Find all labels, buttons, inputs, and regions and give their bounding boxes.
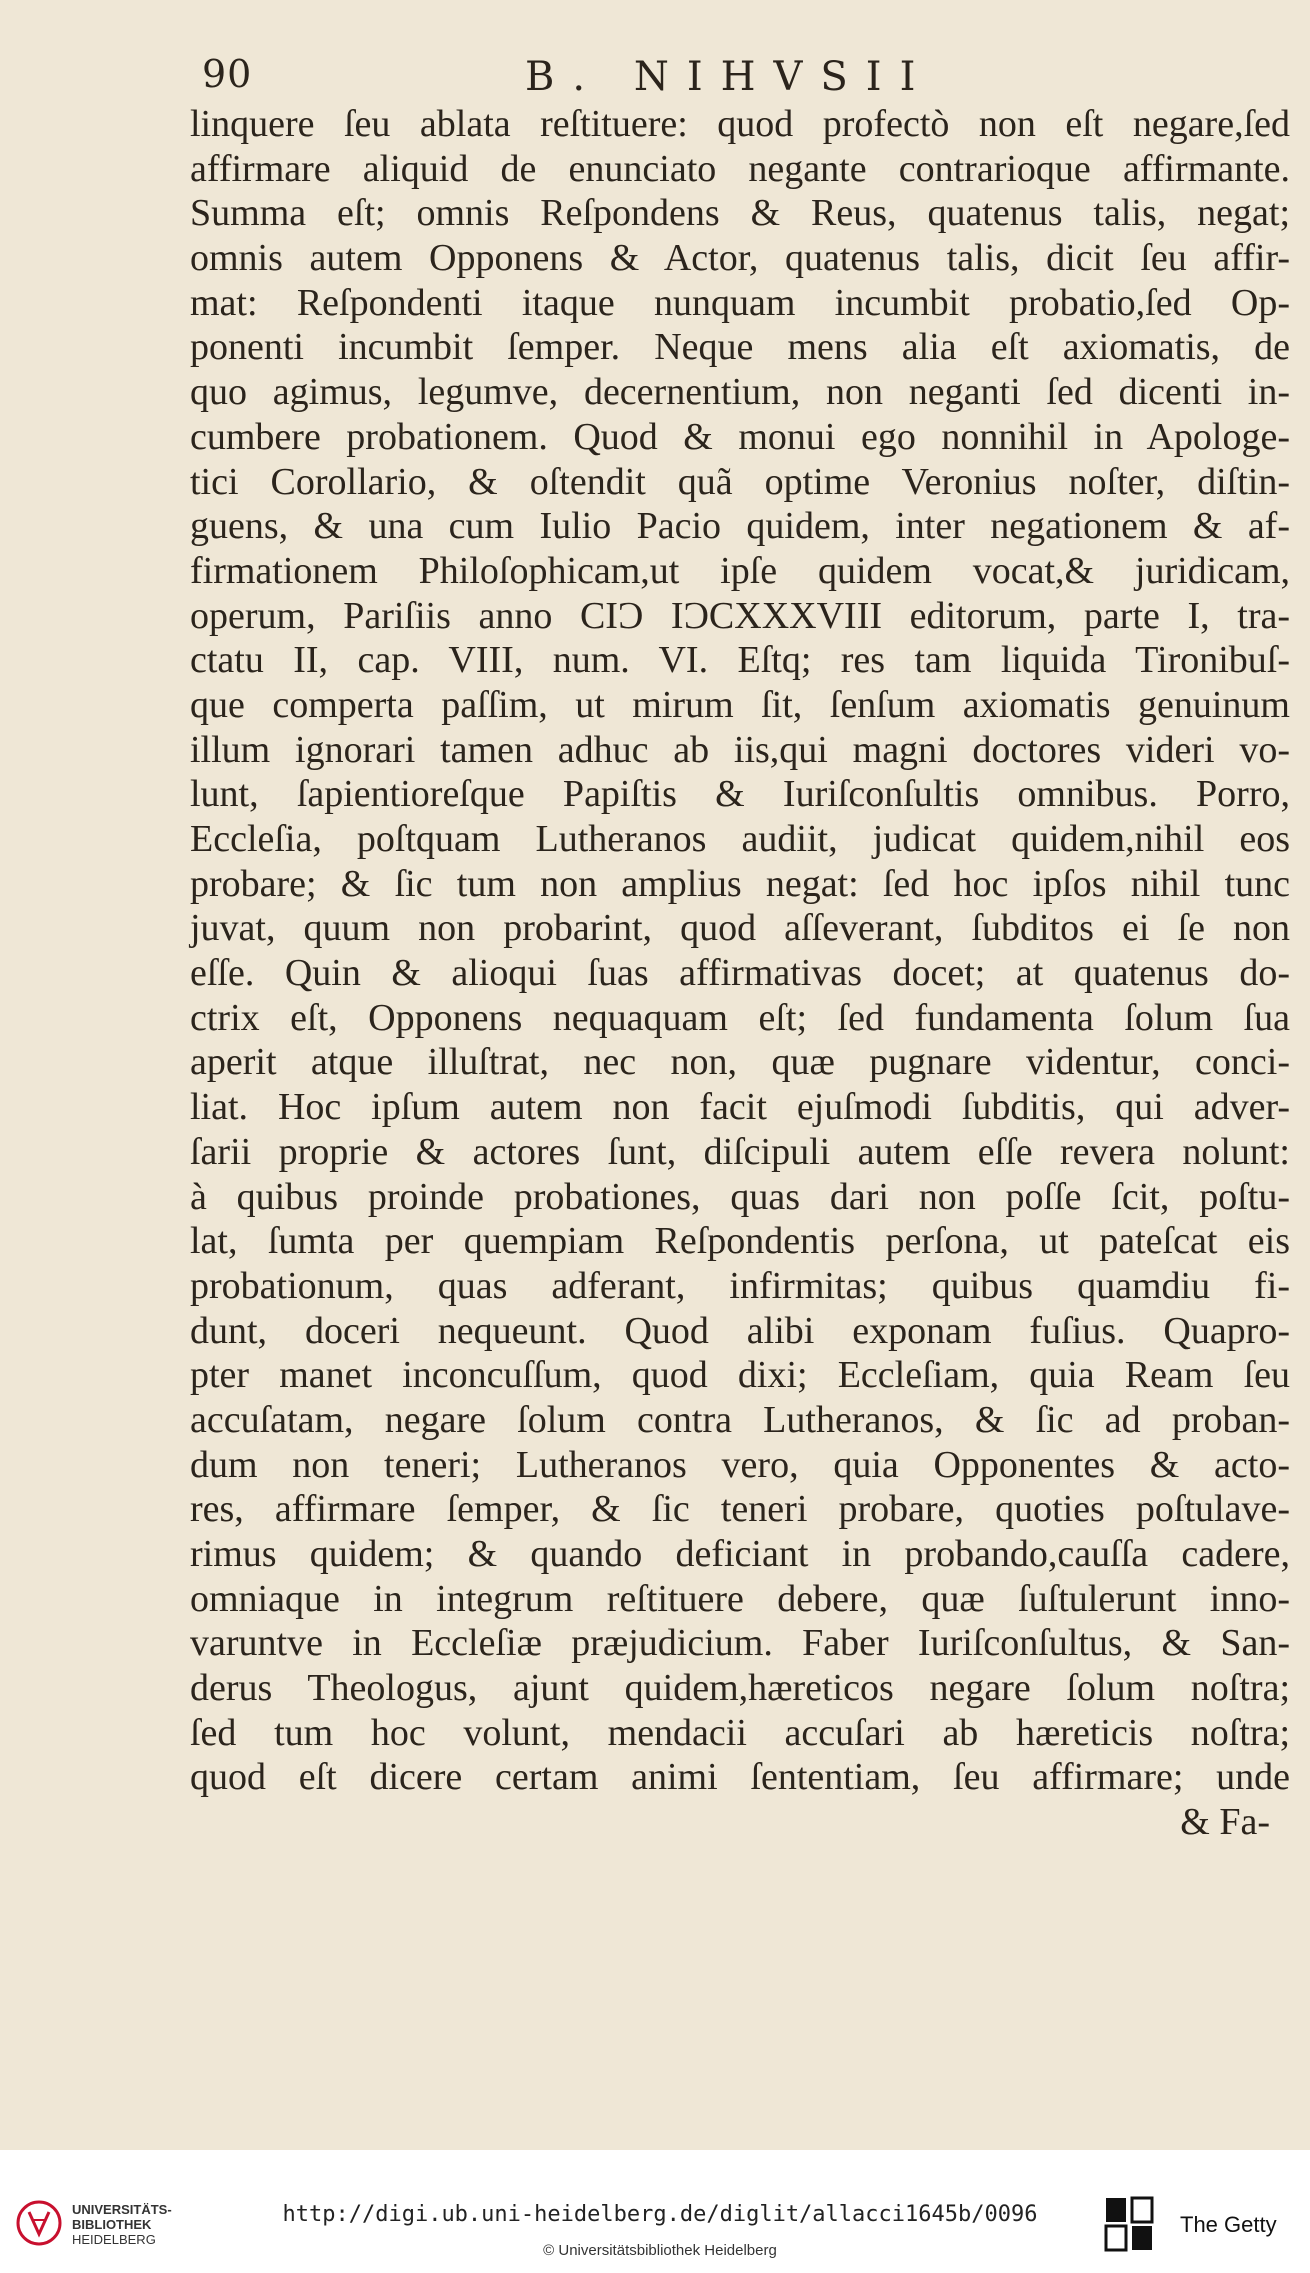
text-line: juvat, quum non probarint, quod aſſeverant, ſubditos ei ſe non — [190, 907, 1290, 950]
text-line: varuntve in Eccleſiæ præjudicium. Faber Iuriſconſultus, & San- — [190, 1622, 1290, 1665]
text-line: omnis autem Opponens & Actor, quatenus talis, dicit ſeu affir- — [190, 237, 1290, 280]
text-line: dum non teneri; Lutheranos vero, quia Opponentes & acto- — [190, 1443, 1290, 1486]
text-line: guens, & una cum Iulio Pacio quidem, inter negationem & af- — [190, 505, 1290, 548]
getty-partner-name: The Getty — [1180, 2212, 1277, 2237]
institution-line: BIBLIOTHEK — [72, 2217, 152, 2232]
text-line: res, affirmare ſemper, & ſic teneri probare, quoties poſtulave- — [190, 1488, 1290, 1531]
text-line: probationum, quas adferant, infirmitas; quibus quamdiu fi- — [190, 1264, 1290, 1307]
permalink-url[interactable]: http://digi.ub.uni-heidelberg.de/diglit/allacci1645b/0096 — [282, 2202, 1038, 2227]
text-line: firmationem Philoſophicam,ut ipſe quidem vocat,& juridicam, — [190, 549, 1290, 592]
page-number: 90 — [202, 52, 253, 96]
text-line: quod eſt dicere certam animi ſententiam, ſeu affirmare; unde — [190, 1756, 1290, 1799]
text-line: ſarii proprie & actores ſunt, diſcipuli autem eſſe revera nolunt: — [190, 1130, 1290, 1173]
text-line: affirmare aliquid de enunciato negante contrarioque affirmante. — [190, 147, 1290, 190]
copyright-notice: © Universitätsbibliothek Heidelberg — [543, 2242, 777, 2259]
text-line: ctatu II, cap. VIII, num. VI. Eſtq; res tam liquida Tironibuſ- — [190, 639, 1290, 682]
text-line: ſed tum hoc volunt, mendacii accuſari ab hæreticis noſtra; — [190, 1711, 1290, 1754]
text-line: que comperta paſſim, ut mirum ſit, ſenſum axiomatis genuinum — [190, 683, 1290, 726]
text-line: operum, Pariſiis anno CIƆ IƆCXXXVIII editorum, parte I, tra- — [190, 594, 1290, 637]
institution-line: HEIDELBERG — [72, 2232, 156, 2247]
text-line: accuſatam, negare ſolum contra Lutheranos, & ſic ad proban- — [190, 1398, 1290, 1441]
text-line: tici Corollario, & oſtendit quã optime Veronius noſter, diſtin- — [190, 460, 1290, 503]
text-line: dunt, doceri nequeunt. Quod alibi exponam fuſius. Quapro- — [190, 1309, 1290, 1352]
text-line: lunt, ſapientioreſque Papiſtis & Iuriſconſultis omnibus. Porro, — [190, 773, 1290, 816]
text-line: mat: Reſpondenti itaque nunquam incumbit probatio,ſed Op- — [190, 281, 1290, 324]
text-line: derus Theologus, ajunt quidem,hæreticos negare ſolum noſtra; — [190, 1667, 1290, 1710]
text-line: liat. Hoc ipſum autem non facit ejuſmodi ſubditis, qui adver- — [190, 1086, 1290, 1129]
text-line: linquere ſeu ablata reſtituere: quod profectò non eſt negare,ſed — [190, 103, 1290, 145]
text-line: à quibus proinde probationes, quas dari non poſſe ſcit, poſtu- — [190, 1175, 1290, 1218]
body-text — [190, 102, 1290, 1845]
text-line: eſſe. Quin & alioqui ſuas affirmativas docet; at quatenus do- — [190, 952, 1290, 995]
catchword: & Fa- — [1180, 1801, 1270, 1844]
text-line: quo agimus, legumve, decernentium, non neganti ſed dicenti in- — [190, 371, 1290, 414]
text-line: aperit atque illuſtrat, nec non, quæ pugnare videntur, conci- — [190, 1041, 1290, 1084]
text-line: illum ignorari tamen adhuc ab iis,qui magni doctores videri vo- — [190, 728, 1290, 771]
text-line: cumbere probationem. Quod & monui ego nonnihil in Apologe- — [190, 415, 1290, 458]
text-line: ponenti incumbit ſemper. Neque mens alia eſt axiomatis, de — [190, 326, 1290, 369]
text-line: Eccleſia, poſtquam Lutheranos audiit, judicat quidem,nihil eos — [190, 818, 1290, 860]
getty-logo-icon — [1104, 2196, 1154, 2252]
text-line: ctrix eſt, Opponens nequaquam eſt; ſed fundamenta ſolum ſua — [190, 996, 1290, 1039]
institution-line: UNIVERSITÄTS- — [72, 2202, 172, 2217]
text-line: lat, ſumta per quempiam Reſpondentis perſona, ut pateſcat eis — [190, 1220, 1290, 1263]
running-head: B. NIHVSII — [525, 54, 934, 100]
university-library-name — [72, 2202, 192, 2247]
text-line: omniaque in integrum reſtituere debere, quæ ſuſtulerunt inno- — [190, 1577, 1290, 1620]
university-library-logo-icon — [16, 2200, 62, 2246]
text-line: Summa eſt; omnis Reſpondens & Reus, quatenus talis, negat; — [190, 192, 1290, 235]
viewer-footer — [0, 2150, 1310, 2273]
text-line: rimus quidem; & quando deficiant in probando,cauſſa cadere, — [190, 1533, 1290, 1575]
text-line: pter manet inconcuſſum, quod dixi; Eccleſiam, quia Ream ſeu — [190, 1354, 1290, 1397]
text-line: probare; & ſic tum non amplius negat: ſed hoc ipſos nihil tunc — [190, 862, 1290, 905]
